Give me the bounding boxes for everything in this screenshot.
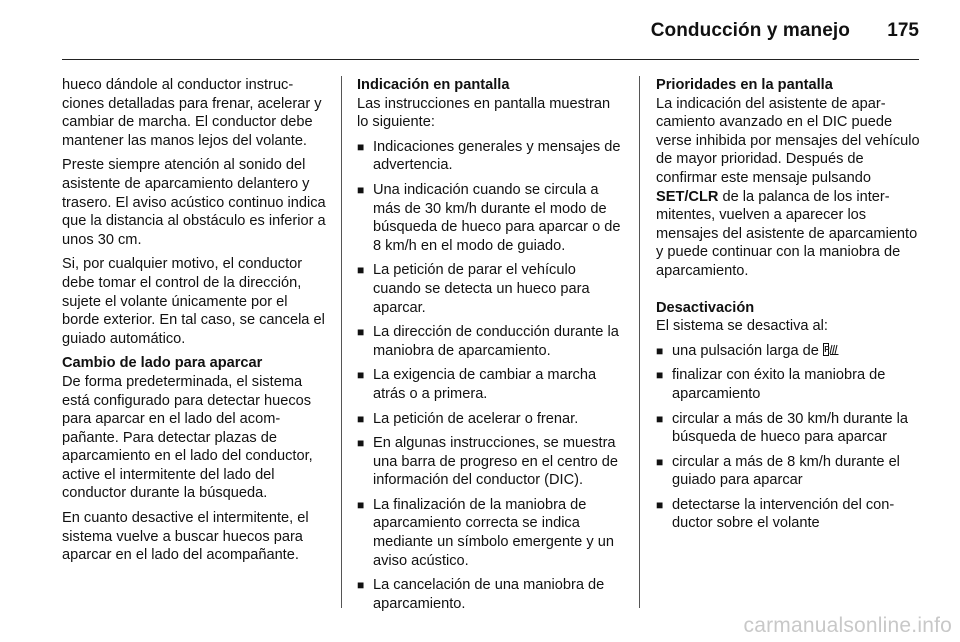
bullet-icon: ■ [357,411,365,426]
list-item: ■ La finalización de la maniobra de aparcamiento correcta se indica mediante un símbolo emergente y un aviso acústico. [357,496,614,569]
list-item: ■ circular a más de 8 km/h durante el guiado para aparcar [656,453,900,489]
bullet-icon: ■ [357,497,365,512]
bullet-icon: ■ [357,139,365,154]
list-item: ■ finalizar con éxito la maniobra de aparcamiento [656,367,886,402]
bullet-icon: ■ [656,497,664,512]
bullet-icon: ■ [357,578,365,593]
page-header [0,0,960,58]
section-title-side-change: Cambio de lado para aparcar [62,355,263,372]
list-item: ■ Indicaciones generales y mensajes de advertencia. [357,138,621,174]
list-item: ■ circular a más de 30 km/h durante la búsqueda de hueco para aparcar [656,410,909,446]
bullet-icon: ■ [357,436,365,451]
bullet-icon: ■ [357,182,365,197]
column-divider-2 [639,76,640,608]
bullet-icon: ■ [656,343,664,358]
bullet-icon: ■ [656,454,664,469]
list-item: ■ La cancelación de una maniobra de aparcamiento. [357,577,605,612]
bullet-icon: ■ [656,411,664,426]
list-item: ■ La exigencia de cambiar a marcha atrás o a primera. [357,367,597,402]
section-title-priorities: Prioridades en la pantalla [656,77,833,93]
display-list [357,138,623,614]
paragraph: Si, por cualquier motivo, el conductor debe tomar el control de la dirección, sujete el volante únicamente por el borde exterior. En tal caso, se cancela el guiado automático. [62,256,325,347]
bullet-icon: ■ [357,263,365,278]
page-number: 175 [887,20,919,41]
svg-text:P: P [824,344,830,354]
list-item: ■ La dirección de conducción durante la maniobra de aparcamiento. [357,324,619,359]
bullet-icon: ■ [357,325,365,340]
section-title-display: Indicación en pantalla [357,77,510,93]
paragraph: Preste siempre atención al sonido del asistente de aparcamiento delantero y trasero. El aviso acústico continuo indica que la distancia al obstáculo es inferior a unos 30 cm. [62,157,326,248]
paragraph: Las instrucciones en pantalla muestran lo siguiente: [357,95,611,131]
list-item: ■ La petición de parar el vehículo cuando se detecta un hueco para aparcar. [357,262,590,316]
list-item: ■ una pulsación larga de P [656,342,923,361]
list-item: ■ La petición de acelerar o frenar. [357,410,579,427]
list-item: ■ En algunas instrucciones, se muestra una barra de progreso en el centro de información del conductor (DIC). [357,435,619,489]
paragraph: hueco dándole al conductor instrucciones detalladas para frenar, acelerar y cambiar de marcha. El conductor debe mantener las manos lejos del volante. [62,77,322,149]
watermark: carmanualsonline.info [743,614,952,637]
bullet-icon: ■ [357,368,365,383]
paragraph: La indicación del asistente de aparcamiento avanzado en el DIC puede verse inhibida por mensajes del vehículo de mayor prioridad. Después de confirmar este mensaje pulsando SET/CLR de la palanca de los intermitentes, vuelven a aparecer los mensajes del asistente de aparcamiento y puede continuar con la maniobra de aparcamiento. [656,95,920,279]
header-divider [62,59,919,60]
list-item: ■ detectarse la intervención del conductor sobre el volante [656,496,895,532]
page-title: Conducción y manejo [650,20,850,41]
bullet-icon: ■ [656,368,664,383]
column-1 [62,76,327,571]
section-title-deactivation: Desactivación [656,299,755,316]
column-2 [357,76,623,619]
paragraph: De forma predeterminada, el sistema está configurado para detectar huecos para aparcar en el lado del acompañante. Para detectar plazas de aparcamiento en el lado del conductor, active el intermitente del lado del conductor durante la búsqueda. [62,373,313,502]
column-divider-1 [341,76,342,608]
park-assist-icon [823,343,839,356]
deactivation-list [656,342,923,533]
list-item: ■ Una indicación cuando se circula a más de 30 km/h durante el modo de búsqueda de hueco para aparcar o de 8 km/h en el modo de guiado. [357,181,621,254]
paragraph: En cuanto desactive el intermitente, el sistema vuelve a buscar huecos para aparcar en el lado del acompañante. [62,510,309,564]
paragraph: El sistema se desactiva al: [656,318,828,335]
set-clr-label: SET/CLR [656,188,719,205]
column-3 [656,76,923,539]
